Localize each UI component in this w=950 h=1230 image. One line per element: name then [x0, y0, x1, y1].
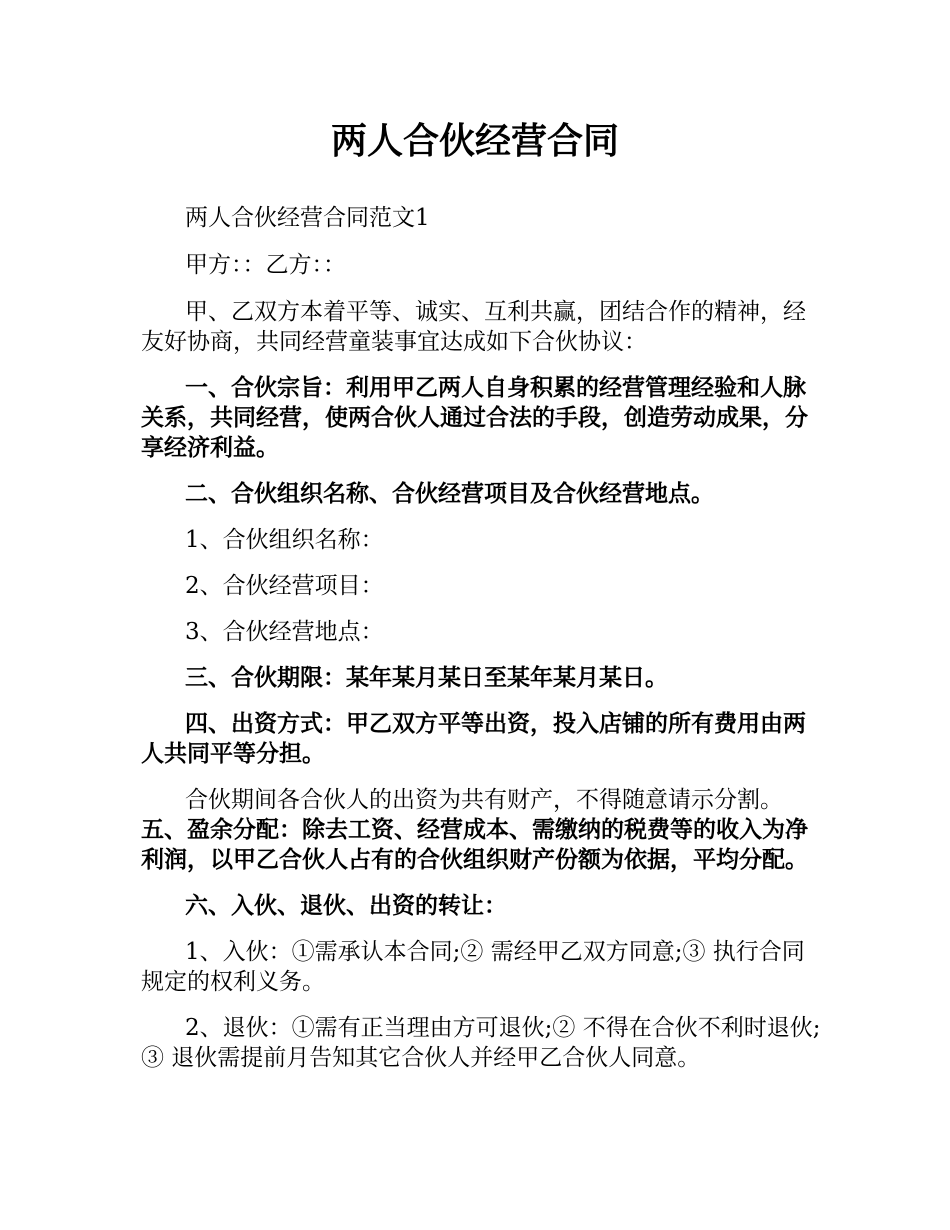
document-body [141, 203, 821, 1073]
intro-paragraph: 甲、乙双方本着平等、诚实、互利共赢，团结合作的精神，经友好协商，共同经营童装事宜达成如下合伙协议： [141, 299, 806, 355]
clause-3-term: 三、合伙期限：某年某月某日至某年某月某日。 [185, 665, 668, 691]
document-title: 两人合伙经营合同 [330, 121, 619, 162]
contribution-note: 合伙期间各合伙人的出资为共有财产，不得随意请示分割。 [185, 787, 783, 813]
clause-6-item-1: 1、入伙：①需承认本合同;② 需经甲乙双方同意;③ 执行合同规定的权利义务。 [141, 939, 805, 995]
parties-paragraph: 甲方：：乙方：： [185, 252, 346, 278]
clause-2-item-3: 3、合伙经营地点： [185, 619, 384, 645]
clause-6-item-2: 2、退伙：①需有正当理由方可退伙;② 不得在合伙不利时退伙;③ 退伙需提前月告知其它合伙人并经甲乙合伙人同意。 [141, 1015, 821, 1071]
subtitle-paragraph: 两人合伙经营合同范文1 [185, 205, 430, 231]
clause-4-contribution: 四、出资方式：甲乙双方平等出资，投入店铺的所有费用由两人共同平等分担。 [141, 711, 806, 767]
clause-2-item-1: 1、合伙组织名称： [185, 527, 384, 553]
clause-6-heading: 六、入伙、退伙、出资的转让： [185, 893, 507, 919]
clause-1-purpose: 一、合伙宗旨：利用甲乙两人自身积累的经营管理经验和人脉关系，共同经营，使两合伙人通过合法的手段，创造劳动成果，分享经济利益。 [141, 375, 808, 461]
clause-5-profit: 五、盈余分配：除去工资、经营成本、需缴纳的税费等的收入为净利润，以甲乙合伙人占有的合伙组织财产份额为依据，平均分配。 [141, 817, 808, 873]
clause-2-heading: 二、合伙组织名称、合伙经营项目及合伙经营地点。 [185, 481, 714, 507]
clause-2-item-2: 2、合伙经营项目： [185, 573, 384, 599]
